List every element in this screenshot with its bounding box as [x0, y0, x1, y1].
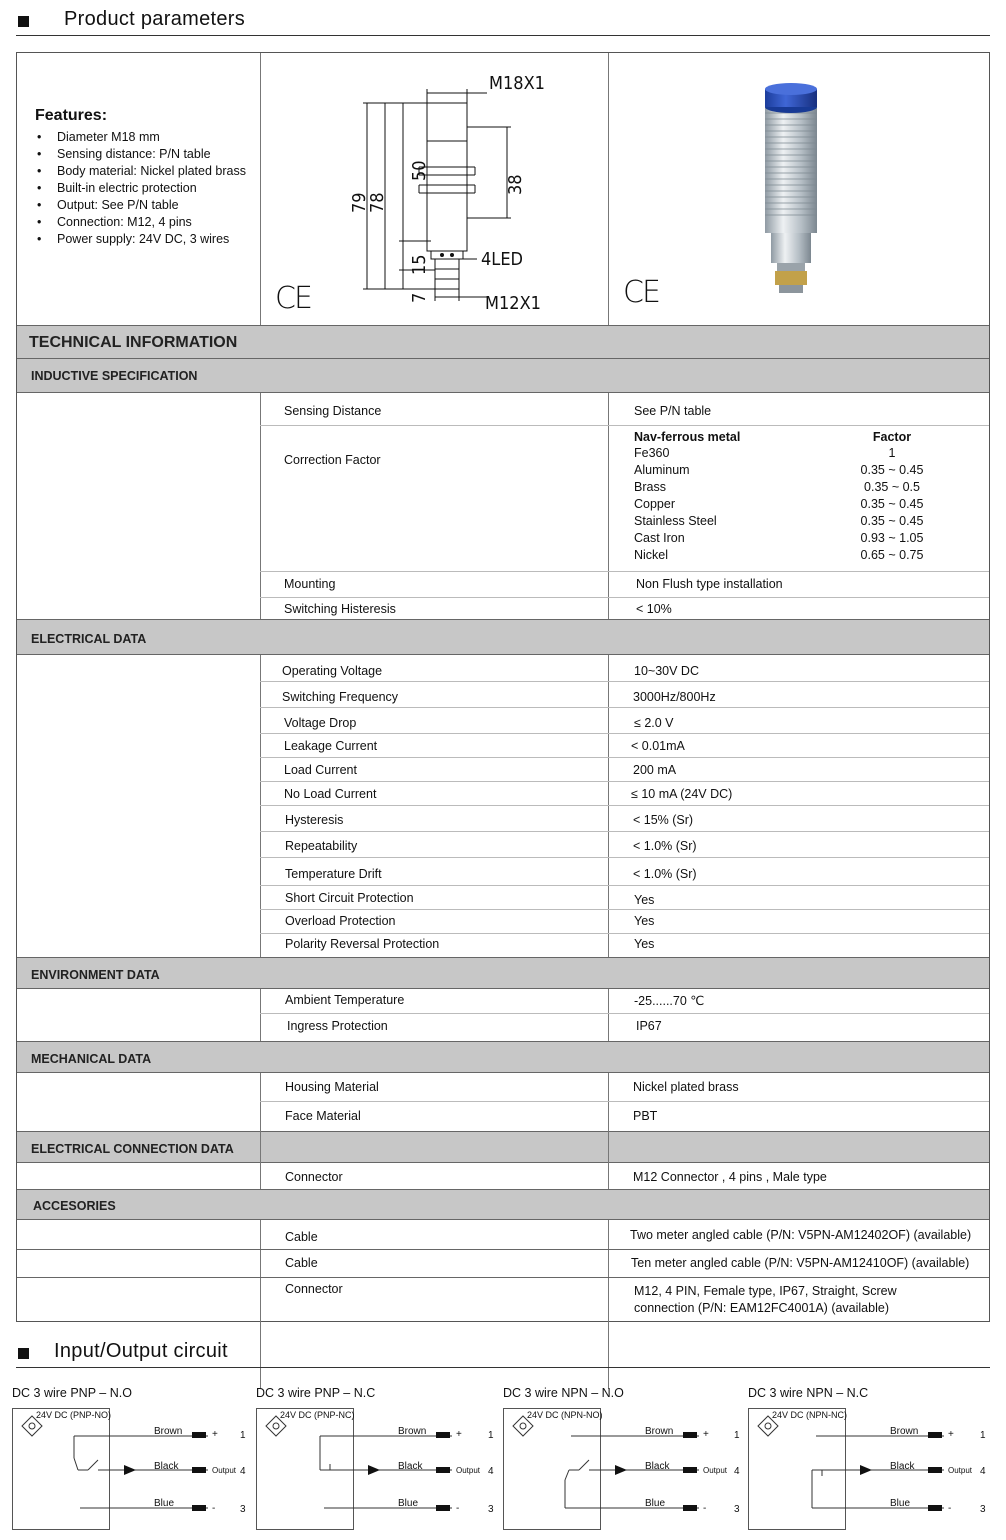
output-label: Output	[948, 1466, 973, 1475]
cf-metal: Brass	[634, 480, 666, 494]
io-circuit-header	[16, 1338, 990, 1368]
sensing-distance-value: See P/N table	[634, 404, 712, 418]
pin-3: 3	[488, 1504, 494, 1515]
supply-label: 24V DC (NPN-NC)	[772, 1410, 848, 1420]
inductive-title: INDUCTIVE SPECIFICATION	[31, 369, 198, 383]
spec-label: Operating Voltage	[282, 664, 383, 678]
thread-top-label: M18X1	[489, 73, 545, 94]
pin-4: 4	[488, 1466, 494, 1477]
circuit-title: DC 3 wire NPN – N.O	[503, 1386, 624, 1400]
spec-value: M12, 4 PIN, Female type, IP67, Straight, Screw	[634, 1284, 897, 1298]
feature-item: • Output: See P/N table	[35, 197, 246, 214]
circuit-title: DC 3 wire PNP – N.O	[12, 1386, 132, 1400]
circuit-npn-nc	[748, 1386, 984, 1536]
spec-value: Two meter angled cable (P/N: V5PN-AM12402OF) (available)	[630, 1228, 972, 1242]
wire-black-label: Black	[154, 1461, 179, 1472]
spec-value: IP67	[636, 1019, 662, 1033]
feature-item: • Sensing distance: P/N table	[35, 146, 246, 163]
spec-table	[16, 52, 990, 1322]
feature-item: • Connection: M12, 4 pins	[35, 214, 246, 231]
circuit-pnp-no	[12, 1386, 248, 1536]
plus-sign: +	[456, 1429, 462, 1440]
product-parameters-header	[16, 8, 990, 36]
wire-brown-label: Brown	[154, 1426, 183, 1437]
spec-value: 3000Hz/800Hz	[633, 690, 716, 704]
dim-79: 79	[349, 192, 370, 213]
spec-label: Polarity Reversal Protection	[285, 937, 440, 951]
wire-blue-label: Blue	[398, 1498, 419, 1509]
output-label: Output	[212, 1466, 237, 1475]
cf-metal: Stainless Steel	[634, 514, 717, 528]
feature-item: • Built-in electric protection	[35, 180, 246, 197]
spec-label: Ingress Protection	[287, 1019, 388, 1033]
product-photo	[757, 83, 827, 298]
features-block	[35, 107, 246, 248]
spec-value: Nickel plated brass	[633, 1080, 739, 1094]
output-label: Output	[456, 1466, 481, 1475]
spec-label: Connector	[285, 1282, 343, 1296]
wire-black-label: Black	[890, 1461, 915, 1472]
correction-factor-table	[634, 430, 954, 565]
wire-blue-label: Blue	[890, 1498, 911, 1509]
cf-head-metal: Nav-ferrous metal	[634, 430, 741, 444]
spec-value: < 15% (Sr)	[633, 813, 694, 827]
cf-head-factor: Factor	[872, 430, 912, 444]
plus-sign: +	[212, 1429, 218, 1440]
supply-label: 24V DC (PNP-NO)	[36, 1410, 112, 1420]
dim-15: 15	[409, 254, 430, 275]
plus-sign: +	[948, 1429, 954, 1440]
dimension-drawing	[337, 63, 567, 313]
spec-label: Load Current	[284, 763, 357, 777]
pin-3: 3	[980, 1504, 986, 1515]
tech-info-title: TECHNICAL INFORMATION	[29, 334, 238, 351]
ce-mark-icon: CE	[275, 281, 311, 316]
spec-value: Yes	[634, 937, 655, 951]
inductive-band	[17, 359, 989, 393]
cf-metal: Copper	[634, 497, 675, 511]
spec-value: -25......70 ℃	[634, 994, 705, 1008]
cf-factor: 0.35 ~ 0.5	[864, 480, 920, 494]
spec-value-line2: connection (P/N: EAM12FC4001A) (available)	[634, 1301, 889, 1315]
connection-title: ELECTRICAL CONNECTION DATA	[31, 1142, 234, 1156]
spec-label: Hysteresis	[285, 813, 344, 827]
connection-band	[17, 1131, 989, 1163]
dim-38: 38	[505, 174, 526, 195]
cf-factor: 0.35 ~ 0.45	[860, 463, 924, 477]
features-title: Features:	[35, 107, 108, 124]
spec-label: Short Circuit Protection	[285, 891, 414, 905]
mounting-label: Mounting	[284, 577, 336, 591]
ce-mark-icon: CE	[623, 275, 659, 310]
wire-blue-label: Blue	[645, 1498, 666, 1509]
feature-item: • Body material: Nickel plated brass	[35, 163, 246, 180]
pin-3: 3	[734, 1504, 740, 1515]
cf-metal: Fe360	[634, 446, 670, 460]
spec-value: Ten meter angled cable (P/N: V5PN-AM12410OF) (available)	[631, 1256, 970, 1270]
square-bullet-icon	[18, 1348, 29, 1359]
feature-item: • Power supply: 24V DC, 3 wires	[35, 231, 246, 248]
pin-1: 1	[488, 1430, 494, 1441]
circuit-title: DC 3 wire NPN – N.C	[748, 1386, 869, 1400]
sensor-body-outline	[427, 103, 467, 251]
wire-brown-label: Brown	[890, 1426, 919, 1437]
spec-label: Housing Material	[285, 1080, 379, 1094]
circuit-pnp-nc	[256, 1386, 492, 1536]
mechanical-title: MECHANICAL DATA	[31, 1052, 152, 1066]
supply-label: 24V DC (NPN-NO)	[527, 1410, 603, 1420]
wire-black-label: Black	[398, 1461, 423, 1472]
spec-label: Face Material	[285, 1109, 361, 1123]
feature-item: • Diameter M18 mm	[35, 129, 246, 146]
pin-1: 1	[980, 1430, 986, 1441]
minus-sign: -	[703, 1503, 707, 1514]
pin-1: 1	[240, 1430, 246, 1441]
spec-label: Switching Frequency	[282, 690, 399, 704]
environment-band	[17, 957, 989, 989]
io-title: Input/Output circuit	[54, 1340, 228, 1362]
wire-brown-label: Brown	[398, 1426, 427, 1437]
square-bullet-icon	[18, 16, 29, 27]
spec-label: Voltage Drop	[284, 716, 357, 730]
wire-blue-label: Blue	[154, 1498, 175, 1509]
spec-value: Yes	[634, 914, 655, 928]
cf-factor: 0.35 ~ 0.45	[860, 497, 924, 511]
plus-sign: +	[703, 1429, 709, 1440]
cf-factor: 0.93 ~ 1.05	[860, 531, 924, 545]
spec-value: ≤ 2.0 V	[634, 716, 674, 730]
spec-label: Repeatability	[285, 839, 358, 853]
page-title: Product parameters	[64, 8, 246, 30]
pin-1: 1	[734, 1430, 740, 1441]
spec-label: Leakage Current	[284, 739, 378, 753]
hysteresis-label: Switching Histeresis	[284, 602, 396, 616]
circuit-npn-no	[503, 1386, 739, 1536]
spec-label: Ambient Temperature	[285, 993, 405, 1007]
tech-info-band	[17, 325, 989, 359]
spec-value: < 0.01mA	[631, 739, 685, 753]
cf-factor: 0.65 ~ 0.75	[860, 548, 924, 562]
environment-title: ENVIRONMENT DATA	[31, 968, 160, 982]
minus-sign: -	[212, 1503, 216, 1514]
led-label: 4LED	[481, 249, 524, 270]
electrical-title: ELECTRICAL DATA	[31, 632, 147, 646]
accessories-title: ACCESORIES	[33, 1199, 116, 1213]
pin-4: 4	[980, 1466, 986, 1477]
spec-label: Cable	[285, 1256, 318, 1270]
spec-value: M12 Connector , 4 pins , Male type	[633, 1170, 827, 1184]
spec-label: Connector	[285, 1170, 343, 1184]
cf-metal: Cast Iron	[634, 531, 685, 545]
mechanical-band	[17, 1041, 989, 1073]
spec-value: Yes	[634, 893, 655, 907]
dim-78: 78	[367, 192, 388, 213]
cf-factor: 1	[888, 446, 896, 460]
correction-factor-label: Correction Factor	[284, 453, 381, 467]
dim-7: 7	[409, 292, 430, 303]
electrical-band	[17, 619, 989, 655]
wire-black-label: Black	[645, 1461, 670, 1472]
cf-metal: Nickel	[634, 548, 669, 562]
spec-value: 10~30V DC	[634, 664, 699, 678]
minus-sign: -	[456, 1503, 460, 1514]
circuit-title: DC 3 wire PNP – N.C	[256, 1386, 376, 1400]
accessories-band	[17, 1189, 989, 1220]
hysteresis-value: < 10%	[636, 602, 672, 616]
pin-4: 4	[734, 1466, 740, 1477]
minus-sign: -	[948, 1503, 952, 1514]
spec-label: Cable	[285, 1230, 318, 1244]
mounting-value: Non Flush type installation	[636, 577, 783, 591]
spec-label: Temperature Drift	[285, 867, 382, 881]
spec-value: 200 mA	[633, 763, 677, 777]
cf-factor: 0.35 ~ 0.45	[860, 514, 924, 528]
spec-label: No Load Current	[284, 787, 377, 801]
sensing-distance-label: Sensing Distance	[284, 404, 382, 418]
pin-4: 4	[240, 1466, 246, 1477]
wire-brown-label: Brown	[645, 1426, 674, 1437]
cf-metal: Aluminum	[634, 463, 690, 477]
output-label: Output	[703, 1466, 728, 1475]
spec-value: < 1.0% (Sr)	[633, 867, 697, 881]
supply-label: 24V DC (PNP-NC)	[280, 1410, 355, 1420]
spec-value: PBT	[633, 1109, 658, 1123]
thread-bottom-label: M12X1	[485, 293, 541, 313]
spec-label: Overload Protection	[285, 914, 396, 928]
dim-50: 50	[409, 160, 430, 181]
spec-value: ≤ 10 mA (24V DC)	[631, 787, 733, 801]
pin-3: 3	[240, 1504, 246, 1515]
spec-value: < 1.0% (Sr)	[633, 839, 697, 853]
